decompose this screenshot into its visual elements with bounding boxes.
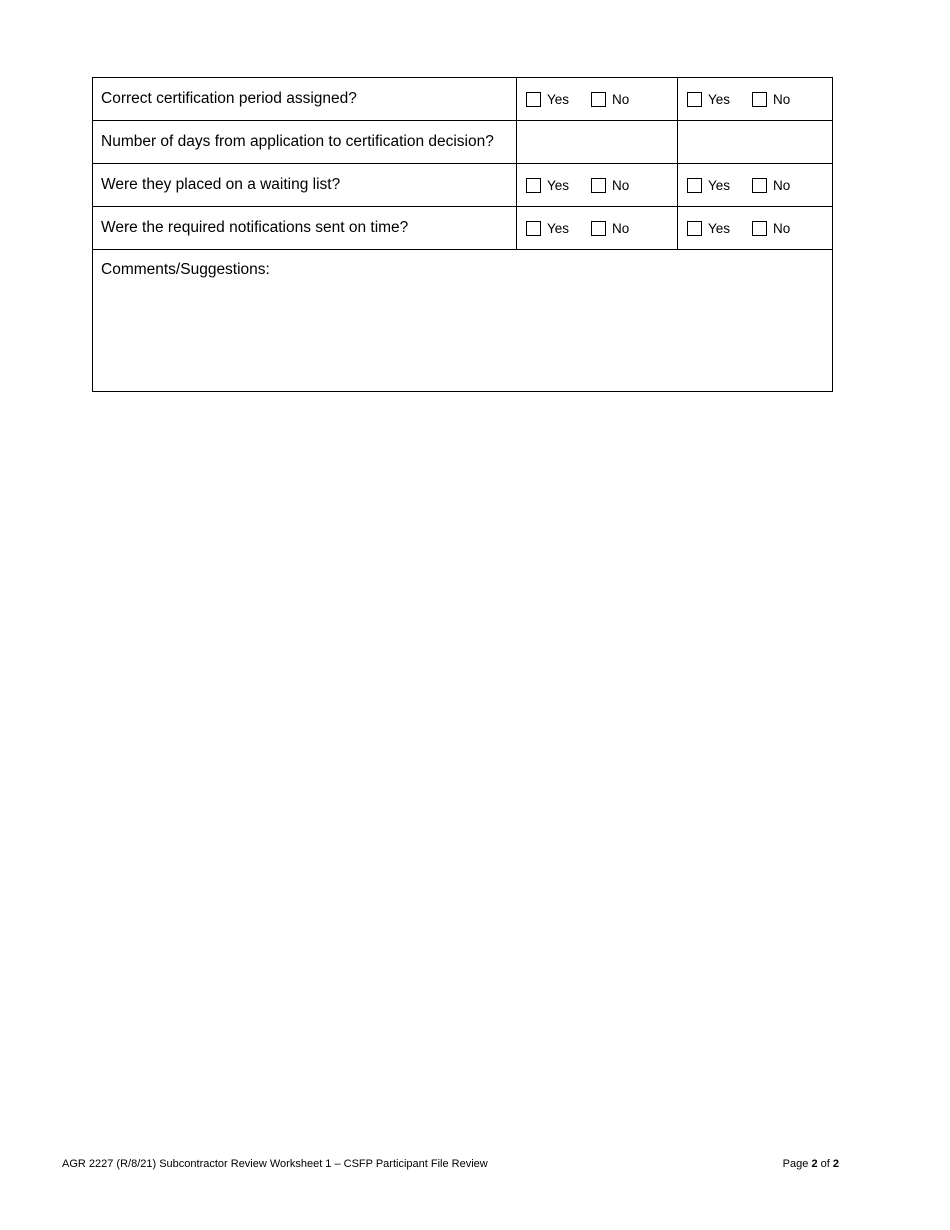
yes-no-group (678, 221, 832, 236)
yes-no-group (517, 178, 677, 193)
yes-checkbox[interactable] (687, 178, 702, 193)
comments-label: Comments/Suggestions: (101, 261, 270, 278)
no-label: No (612, 91, 630, 107)
yes-label: Yes (547, 177, 570, 193)
page-word: Page (782, 1158, 809, 1170)
page-of: of (820, 1158, 830, 1170)
answer-col-1-cell (517, 164, 678, 207)
comments-field[interactable] (93, 250, 833, 392)
yes-label: Yes (708, 91, 731, 107)
answer-col-1-input[interactable] (517, 121, 678, 164)
no-label: No (773, 91, 791, 107)
yes-option[interactable] (687, 221, 730, 236)
yes-checkbox[interactable] (526, 178, 541, 193)
table-row (93, 78, 833, 121)
yes-label: Yes (547, 220, 570, 236)
yes-no-group (678, 92, 832, 107)
review-table (92, 77, 833, 392)
no-checkbox[interactable] (752, 178, 767, 193)
no-option[interactable] (752, 92, 790, 107)
table-row (93, 164, 833, 207)
yes-checkbox[interactable] (526, 92, 541, 107)
yes-no-group (517, 221, 677, 236)
yes-checkbox[interactable] (687, 92, 702, 107)
question-text: Were the required notifications sent on time? (93, 207, 517, 250)
table-row (93, 207, 833, 250)
no-option[interactable] (591, 178, 629, 193)
yes-option[interactable] (687, 92, 730, 107)
answer-col-2-input[interactable] (678, 121, 833, 164)
yes-option[interactable] (687, 178, 730, 193)
question-text: Number of days from application to certification decision? (93, 121, 517, 164)
page-current: 2 (811, 1158, 818, 1170)
no-checkbox[interactable] (752, 221, 767, 236)
no-option[interactable] (752, 221, 790, 236)
answer-col-1-cell (517, 78, 678, 121)
yes-option[interactable] (526, 221, 569, 236)
yes-option[interactable] (526, 178, 569, 193)
no-label: No (612, 177, 630, 193)
yes-option[interactable] (526, 92, 569, 107)
question-text: Correct certification period assigned? (93, 78, 517, 121)
question-text: Were they placed on a waiting list? (93, 164, 517, 207)
yes-no-group (678, 178, 832, 193)
yes-no-group (517, 92, 677, 107)
yes-checkbox[interactable] (687, 221, 702, 236)
no-checkbox[interactable] (591, 178, 606, 193)
no-option[interactable] (752, 178, 790, 193)
yes-label: Yes (708, 220, 731, 236)
yes-label: Yes (708, 177, 731, 193)
no-label: No (612, 220, 630, 236)
answer-col-2-cell (678, 78, 833, 121)
no-checkbox[interactable] (591, 221, 606, 236)
footer-page-number (783, 1158, 839, 1170)
no-option[interactable] (591, 92, 629, 107)
no-checkbox[interactable] (752, 92, 767, 107)
answer-col-2-cell (678, 164, 833, 207)
yes-checkbox[interactable] (526, 221, 541, 236)
footer-form-id: AGR 2227 (R/8/21) Subcontractor Review Worksheet 1 – CSFP Participant File Review (62, 1158, 488, 1170)
table-row (93, 121, 833, 164)
no-option[interactable] (591, 221, 629, 236)
no-label: No (773, 220, 791, 236)
page-total: 2 (832, 1158, 839, 1170)
answer-col-1-cell (517, 207, 678, 250)
review-table-body (93, 78, 833, 250)
no-label: No (773, 177, 791, 193)
answer-col-2-cell (678, 207, 833, 250)
yes-label: Yes (547, 91, 570, 107)
no-checkbox[interactable] (591, 92, 606, 107)
